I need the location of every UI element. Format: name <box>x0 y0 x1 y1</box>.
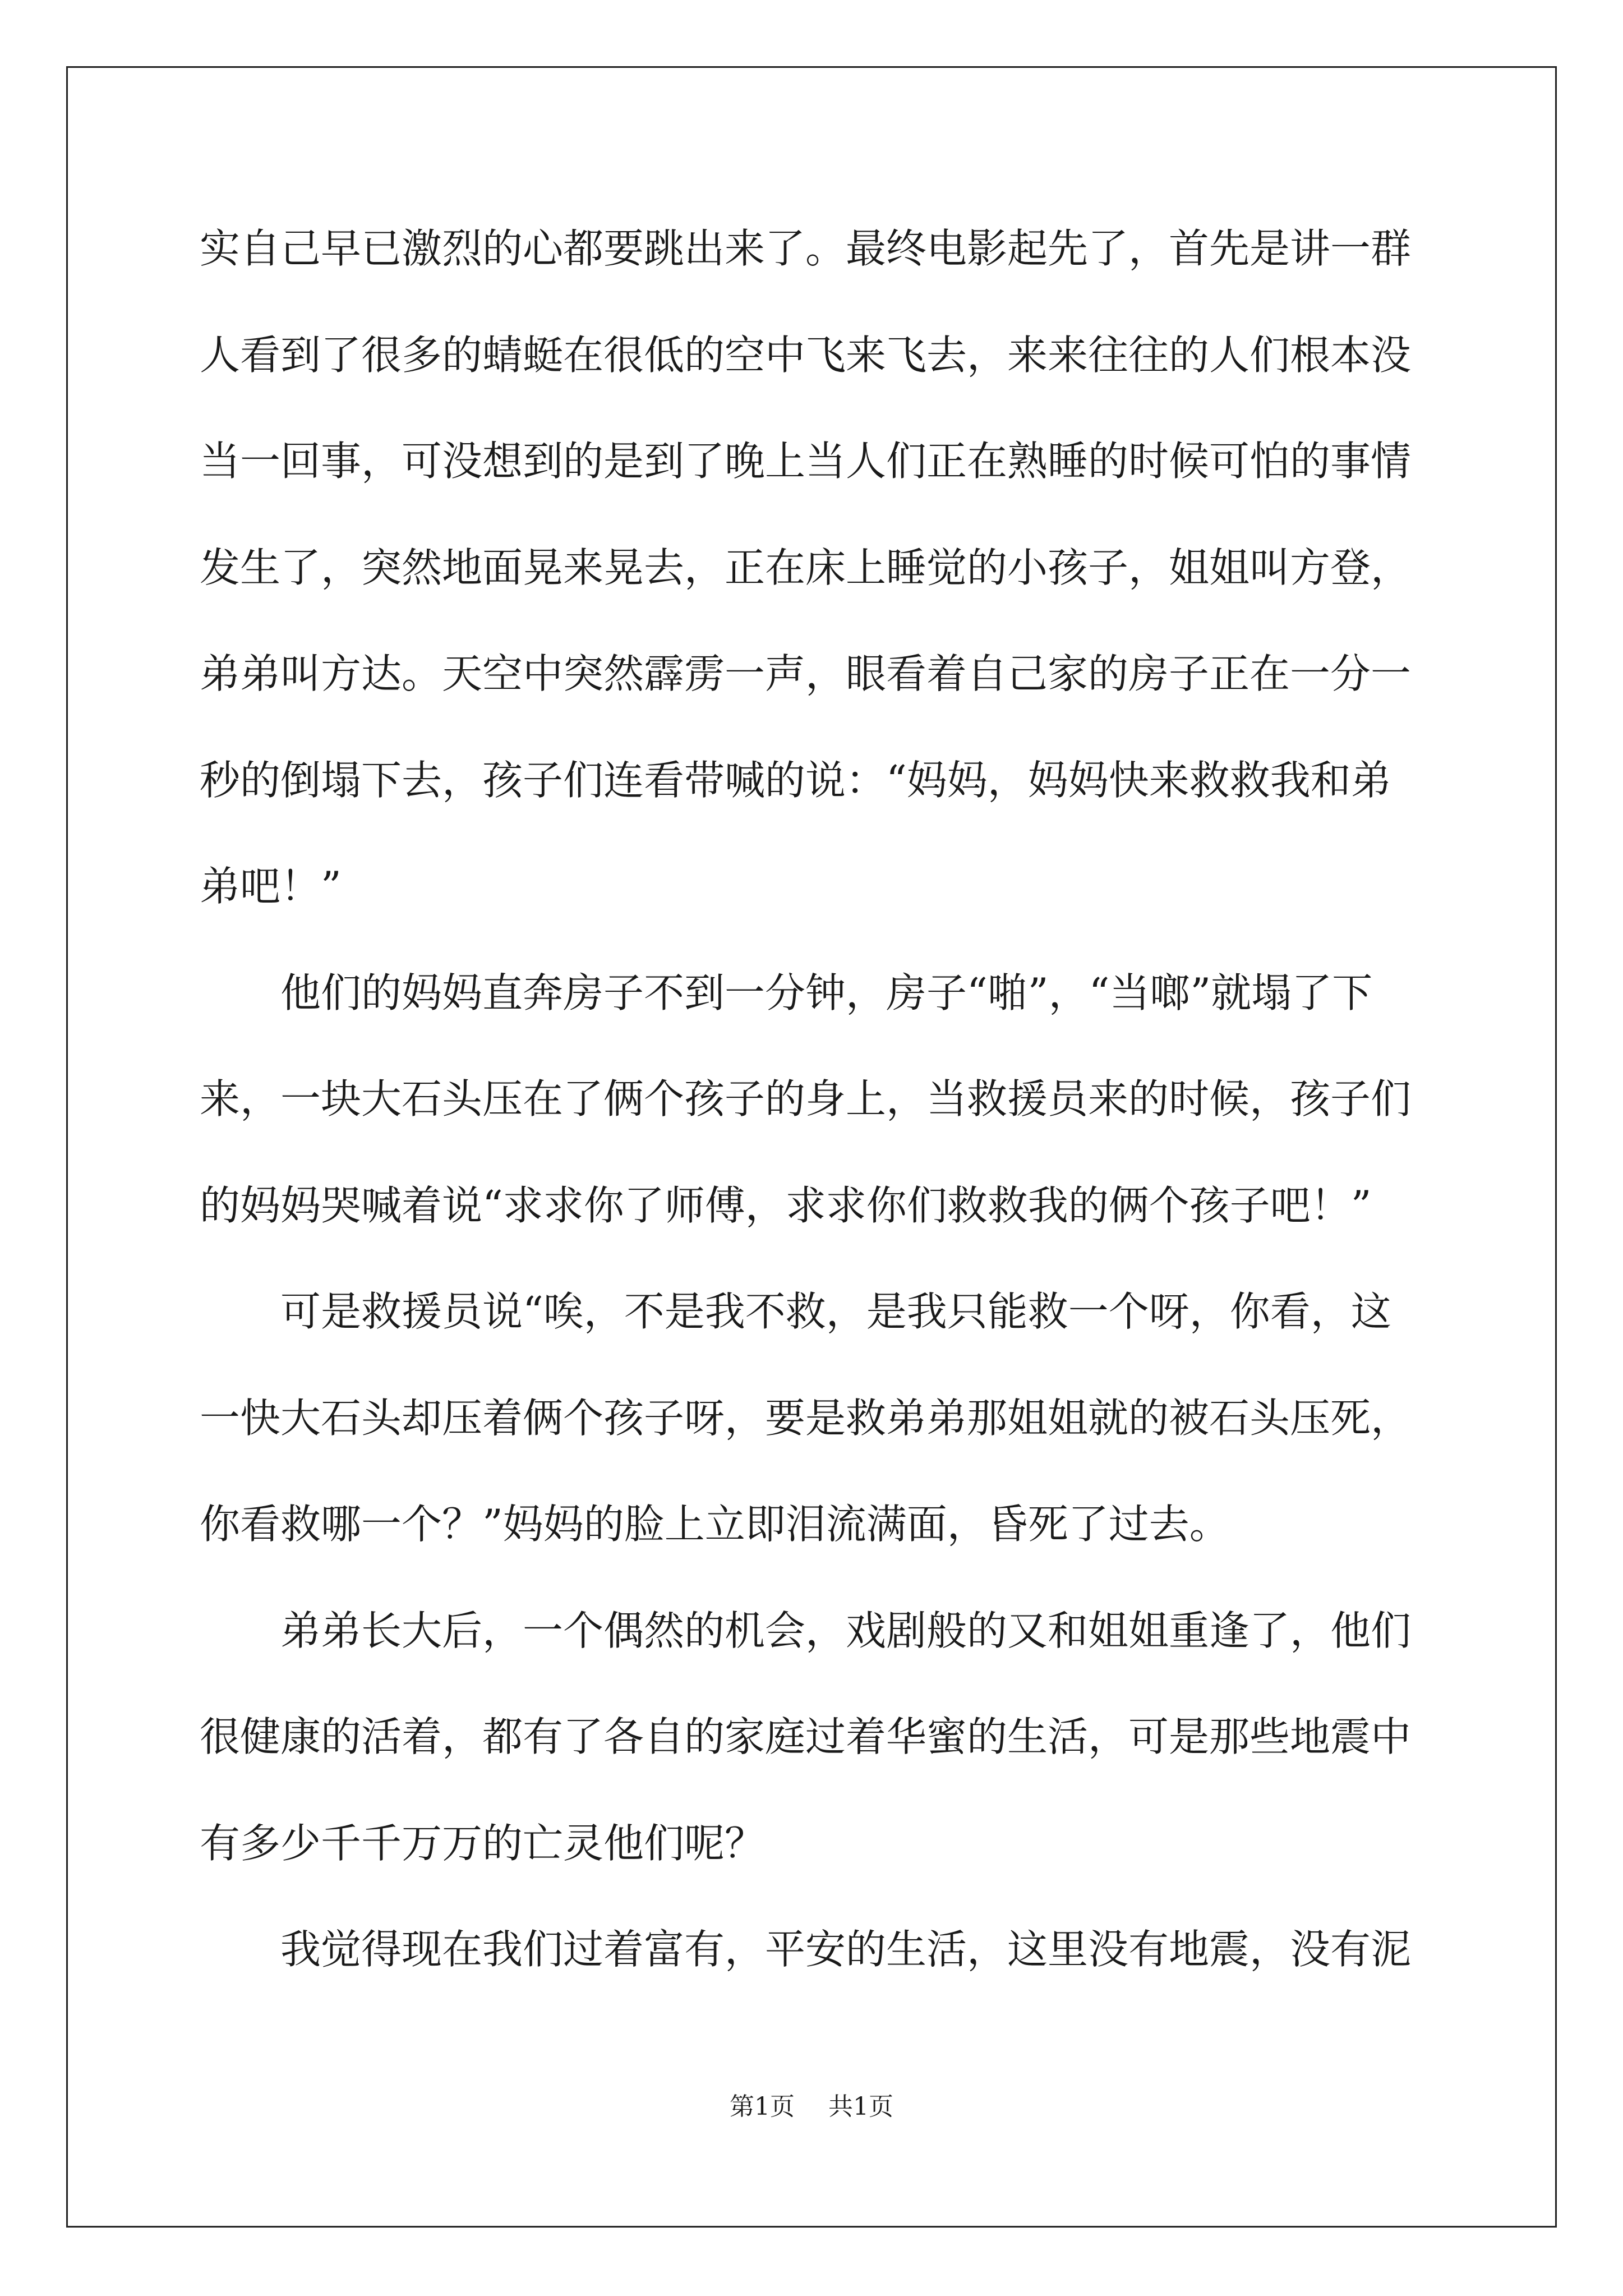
text-line: 当一回事，可没想到的是到了晚上当人们正在熟睡的时候可怕的事情 <box>200 438 1412 485</box>
text-line: 他们的妈妈直奔房子不到一分钟，房子“啪”，“当啷”就塌了下 <box>200 969 1373 1016</box>
text-line: 弟吧！” <box>200 863 342 910</box>
text-line: 弟弟叫方达。天空中突然霹雳一声，眼看着自己家的房子正在一分一 <box>200 650 1412 697</box>
text-line: 我觉得现在我们过着富有，平安的生活，这里没有地震，没有泥 <box>200 1926 1412 1973</box>
text-line: 发生了，突然地面晃来晃去，正在床上睡觉的小孩子，姐姐叫方登， <box>200 544 1412 591</box>
text-line: 很健康的活着，都有了各自的家庭过着华蜜的生活，可是那些地震中 <box>200 1713 1412 1760</box>
page-number: 第1页 <box>730 2092 795 2121</box>
text-line: 的妈妈哭喊着说“求求你了师傅，求求你们救救我的俩个孩子吧！” <box>200 1181 1372 1229</box>
text-line: 弟弟长大后，一个偶然的机会，戏剧般的又和姐姐重逢了，他们 <box>200 1607 1412 1654</box>
text-line: 实自己早已激烈的心都要跳出来了。最终电影起先了，首先是讲一群 <box>200 225 1412 272</box>
text-line: 一快大石头却压着俩个孩子呀，要是救弟弟那姐姐就的被石头压死， <box>200 1394 1412 1442</box>
text-line: 你看救哪一个？”妈妈的脸上立即泪流满面，昏死了过去。 <box>200 1501 1230 1548</box>
text-line: 有多少千千万万的亡灵他们呢？ <box>200 1819 766 1867</box>
text-line: 来，一块大石头压在了俩个孩子的身上，当救援员来的时候，孩子们 <box>200 1075 1412 1122</box>
text-line: 可是救援员说“唉，不是我不救，是我只能救一个呀，你看，这 <box>200 1288 1391 1335</box>
text-line: 人看到了很多的蜻蜓在很低的空中飞来飞去，来来往往的人们根本没 <box>200 331 1412 379</box>
total-pages: 共1页 <box>828 2092 893 2121</box>
text-line: 秒的倒塌下去，孩子们连看带喊的说：“妈妈，妈妈快来救救我和弟 <box>200 756 1391 804</box>
page-footer <box>0 2091 1623 2123</box>
document-body <box>200 218 1422 2025</box>
